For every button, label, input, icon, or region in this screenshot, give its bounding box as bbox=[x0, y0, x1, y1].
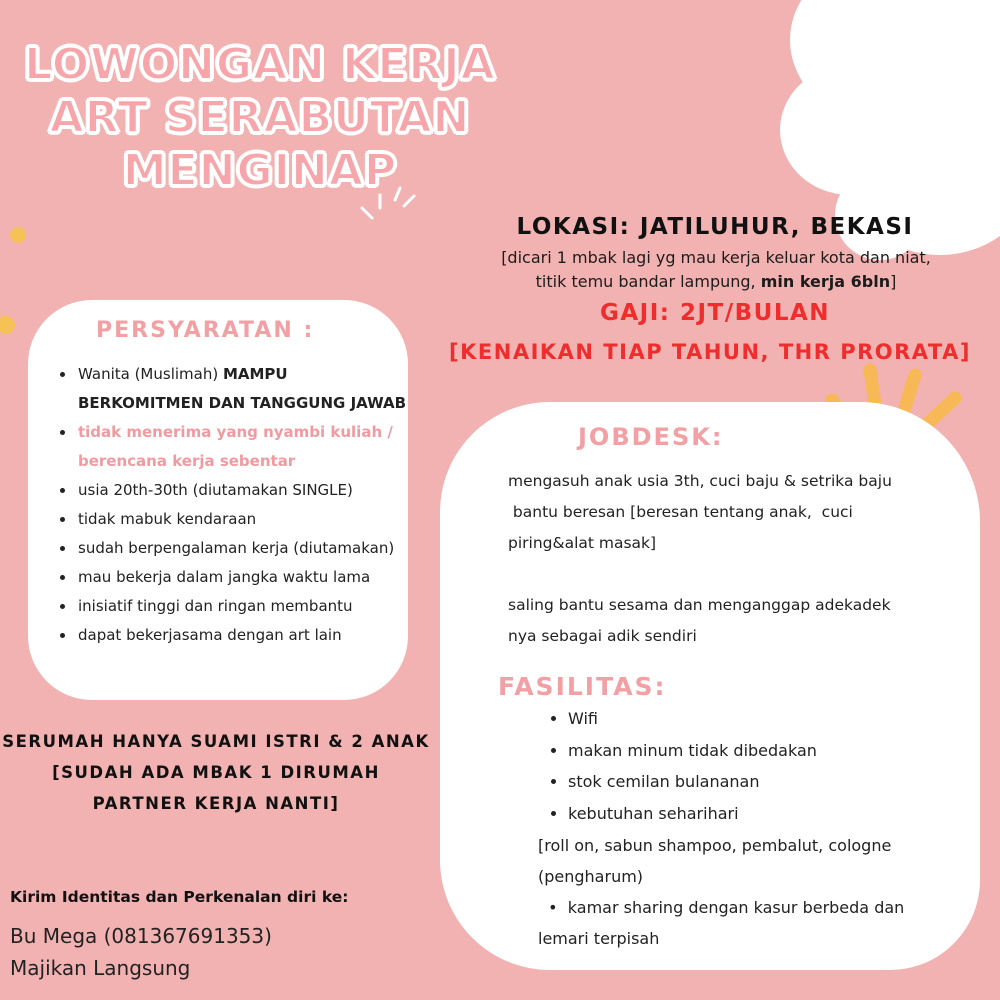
jobdesk-line: bantu beresan [beresan tentang anak, cuci bbox=[508, 503, 853, 521]
jobdesk-line bbox=[508, 559, 938, 590]
contact-name-phone: Bu Mega (081367691353) bbox=[10, 924, 272, 948]
facilities-note-line: (pengharum) bbox=[538, 867, 644, 886]
contact-note: Majikan Langsung bbox=[10, 956, 191, 980]
jobdesk-line: saling bantu sesama dan menganggap adekadek bbox=[508, 596, 891, 614]
location-note-line-2 bbox=[466, 270, 966, 294]
contact-block bbox=[10, 920, 272, 984]
list-item bbox=[76, 592, 416, 621]
household-line: SERUMAH HANYA SUAMI ISTRI & 2 ANAK bbox=[2, 732, 430, 751]
salary-heading: GAJI: 2JT/BULAN bbox=[599, 300, 831, 326]
list-item: • makan minum tidak dibedakan bbox=[568, 735, 817, 767]
household-line: PARTNER KERJA NANTI] bbox=[92, 794, 340, 813]
facilities-note-line: [roll on, sabun shampoo, pembalut, cologne bbox=[538, 836, 892, 855]
list-item: • kebutuhan seharihari bbox=[568, 798, 817, 830]
location-note bbox=[466, 246, 966, 294]
requirement-pink: tidak menerima yang nyambi kuliah / berencana kerja sebentar bbox=[78, 423, 393, 470]
jobdesk-line: nya sebagai adik sendiri bbox=[508, 627, 697, 645]
requirement-plain: inisiatif tinggi dan ringan membantu bbox=[78, 597, 353, 615]
list-item: • stok cemilan bulananan bbox=[568, 766, 817, 798]
facilities-note bbox=[538, 830, 928, 954]
list-item bbox=[76, 360, 416, 418]
facilities-heading: FASILITAS: bbox=[498, 672, 667, 701]
location-heading: LOKASI: JATILUHUR, BEKASI bbox=[516, 214, 914, 240]
requirement-plain: sudah berpengalaman kerja (diutamakan) bbox=[78, 539, 395, 557]
list-item: • Wifi bbox=[568, 703, 817, 735]
household-note bbox=[2, 726, 430, 819]
list-item bbox=[76, 534, 416, 563]
jobdesk-line: piring&alat masak] bbox=[508, 534, 657, 552]
facilities-note-line: lemari terpisah bbox=[538, 929, 660, 948]
requirement-plain: Wanita (Muslimah) bbox=[78, 365, 223, 383]
list-item bbox=[76, 563, 416, 592]
facilities-note-line: • kamar sharing dengan kasur berbeda dan bbox=[538, 898, 905, 917]
poster-title bbox=[20, 38, 500, 197]
requirement-plain: mau bekerja dalam jangka waktu lama bbox=[78, 568, 371, 586]
jobdesk-line: mengasuh anak usia 3th, cuci baju & setrika baju bbox=[508, 472, 892, 490]
list-item bbox=[76, 476, 416, 505]
requirement-plain: dapat bekerjasama dengan art lain bbox=[78, 626, 342, 644]
title-line-1: LOWONGAN KERJA bbox=[24, 39, 496, 90]
requirement-plain: usia 20th-30th (diutamakan SINGLE) bbox=[78, 481, 353, 499]
location-note-line-1: [dicari 1 mbak lagi yg mau kerja keluar kota dan niat, bbox=[501, 248, 931, 267]
location-note-end: ] bbox=[890, 272, 897, 291]
household-line: [SUDAH ADA MBAK 1 DIRUMAH bbox=[52, 763, 380, 782]
jobdesk-text bbox=[508, 466, 938, 652]
requirements-heading: PERSYARATAN : bbox=[96, 318, 315, 343]
list-item bbox=[76, 505, 416, 534]
yellow-dots bbox=[0, 227, 26, 334]
facilities-list bbox=[548, 703, 817, 829]
requirement-bold: MAMPU BERKOMITMEN DAN TANGGUNG JAWAB bbox=[78, 365, 407, 412]
location-note-bold: min kerja 6bln bbox=[760, 272, 891, 291]
location-note-plain: titik temu bandar lampung, bbox=[535, 272, 761, 291]
list-item bbox=[76, 418, 416, 476]
jobdesk-heading: JOBDESK: bbox=[578, 423, 724, 451]
requirement-plain: tidak mabuk kendaraan bbox=[78, 510, 257, 528]
title-line-3: MENGINAP bbox=[122, 145, 398, 196]
requirements-list bbox=[52, 360, 416, 650]
salary-extra: [KENAIKAN TIAP TAHUN, THR PRORATA] bbox=[449, 340, 971, 364]
title-line-2: ART SERABUTAN bbox=[49, 92, 471, 143]
contact-intro: Kirim Identitas dan Perkenalan diri ke: bbox=[10, 888, 349, 906]
list-item bbox=[76, 621, 416, 650]
